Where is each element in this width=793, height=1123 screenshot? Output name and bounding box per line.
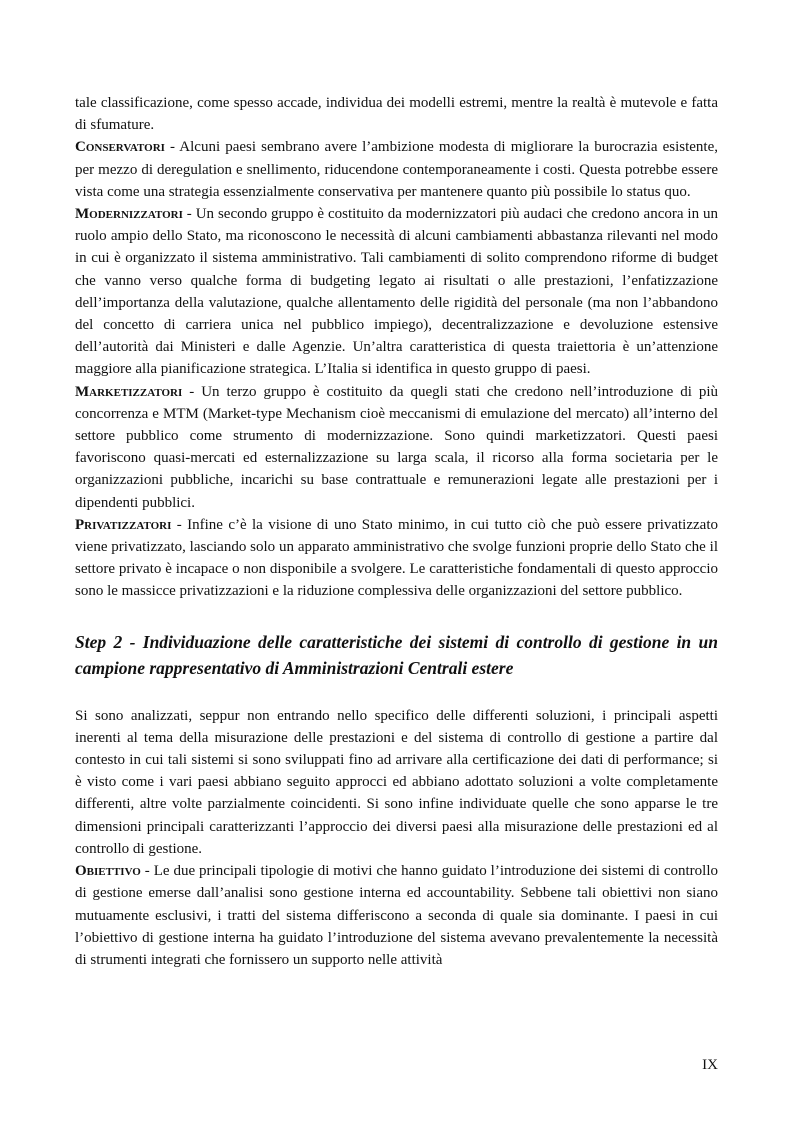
paragraph-analysis	[75, 705, 718, 860]
term-obiettivo: Obiettivo	[75, 863, 141, 880]
paragraph-privatizzatori	[75, 514, 718, 603]
paragraph-text: - Alcuni paesi sembrano avere l’ambizione modesta di migliorare la burocrazia esistente, per mezzo di deregulation e snellimento, riducendone contemporaneamente i costi. Questa potrebbe essere vista come una strategia essenzialmente conservativa per mantenere quanto più possibile lo status quo.	[75, 139, 718, 200]
paragraph-text: - Un secondo gruppo è costituito da modernizzatori più audaci che credono ancora in un ruolo ampio dello Stato, ma riconoscono le necessità di alcuni cambiamenti abbastanza rilevanti nel modo in cui è organizzato il sistema amministrativo. Tali cambiamenti di solito comprendono riforme di budget che vanno verso qualche forma di budgeting legato ai risultati o alle prestazioni, l’enfatizzazione dell’importanza della valutazione, qualche allentamento delle rigidità del personale (ma non l’abbandono del concetto di carriera unica nel pubblico impiego), decentralizzazione e devoluzione estensive dell’autorità dai Ministeri e dalle Agenzie. Un’altra caratteristica di questa traiettoria è un’attenzione maggiore alla pianificazione strategica. L’Italia si identifica in questo gruppo di paesi.	[75, 206, 718, 378]
page-number: IX	[702, 1057, 718, 1073]
term-modernizzatori: Modernizzatori	[75, 206, 183, 223]
paragraph-intro	[75, 92, 718, 136]
term-privatizzatori: Privatizzatori	[75, 516, 172, 533]
paragraph-text: - Infine c’è la visione di uno Stato minimo, in cui tutto ciò che può essere privatizzato viene privatizzato, lasciando solo un apparato amministrativo che svolge funzioni proprie dello Stato che il settore privato è incapace o non disponibile a svolgere. Le caratteristiche fondamentali di questo approccio sono le massicce privatizzazioni e la riduzione complessiva delle organizzazioni del settore pubblico.	[75, 516, 718, 600]
section-heading-step-2: Step 2 - Individuazione delle caratteristiche dei sistemi di controllo di gestione in un campione rappresentativo di Amministrazioni Centrali estere	[75, 631, 718, 678]
paragraph-obiettivo	[75, 860, 718, 971]
paragraph-modernizzatori	[75, 203, 718, 381]
term-marketizzatori: Marketizzatori	[75, 383, 183, 400]
paragraph-marketizzatori	[75, 381, 718, 514]
paragraph-text: Si sono analizzati, seppur non entrando nello specifico delle differenti soluzioni, i principali aspetti inerenti al tema della misurazione delle prestazioni e del sistema di controllo di gestione a partire dal contesto in cui tali sistemi si sono sviluppati fino ad arrivare alla certificazione dei dati di performance; si è visto come i vari paesi abbiano seguito approcci ed abbiano adottato soluzioni a volte completamente differenti, altre volte parzialmente coincidenti. Si sono infine individuate quelle che sono apparse le tre dimensioni principali caratterizzanti l’approccio dei diversi paesi alla misurazione delle prestazioni ed al controllo di gestione.	[75, 707, 718, 857]
page-body	[75, 92, 718, 971]
paragraph-text: tale classificazione, come spesso accade, individua dei modelli estremi, mentre la realtà è mutevole e fatta di sfumature.	[75, 95, 718, 134]
paragraph-text: - Le due principali tipologie di motivi che hanno guidato l’introduzione dei sistemi di controllo di gestione emerse dall’analisi sono gestione interna ed accountability. Sebbene tali obiettivi non siano mutuamente esclusivi, i tratti del sistema differiscono a seconda di quale sia dominante. I paesi in cui l’obiettivo di gestione interna ha guidato l’introduzione del sistema avevano prevalentemente la necessità di strumenti integrati che fornissero un supporto nelle attività	[75, 863, 718, 968]
term-conservatori: Conservatori	[75, 139, 165, 156]
paragraph-text: - Un terzo gruppo è costituito da quegli stati che credono nell’introduzione di più concorrenza e MTM (Market-type Mechanism cioè meccanismi di emulazione del mercato) all’interno del settore pubblico come strumento di modernizzazione. Sono quindi marketizzatori. Questi paesi favoriscono quasi-mercati ed esternalizzazione su larga scala, il ricorso alla forma societaria per le organizzazioni pubbliche, incarichi su base contrattuale e remunerazioni legate alle prestazioni per i dipendenti pubblici.	[75, 383, 718, 511]
paragraph-conservatori	[75, 136, 718, 203]
